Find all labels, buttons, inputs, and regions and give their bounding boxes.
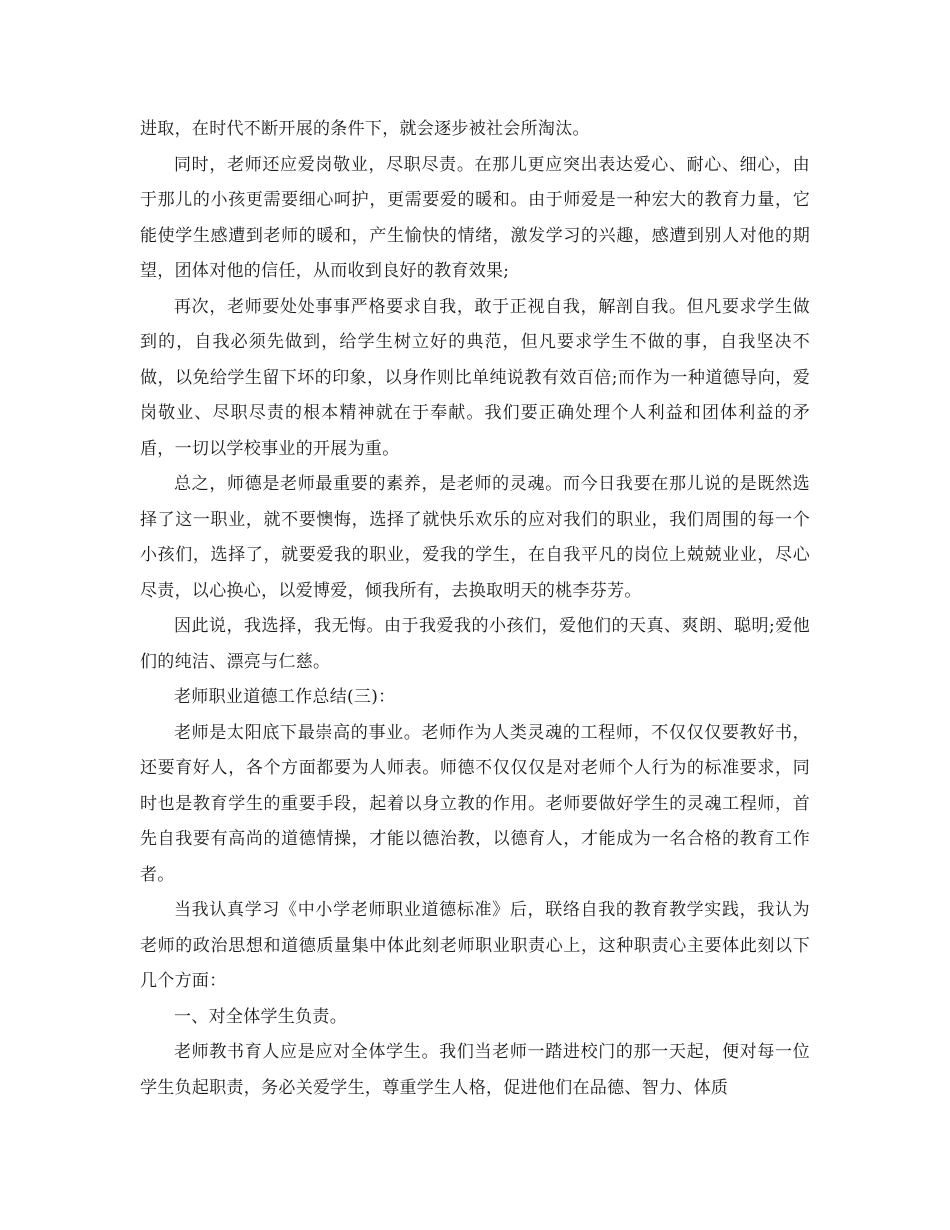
paragraph-5: 因此说，我选择，我无悔。由于我爱我的小孩们，爱他们的天真、爽朗、聪明;爱他们的纯洁、漂亮与仁慈。 [140,616,810,672]
paragraph-8: 老师教书育人应是应对全体学生。我们当老师一踏进校门的那一天起，便对每一位学生负起职责，务必关爱学生，尊重学生人格，促进他们在品德、智力、体质 [140,1042,810,1098]
list-heading-1: 一、对全体学生负责。 [174,1006,347,1027]
paragraph-3: 再次，老师要处处事事严格要求自我，敢于正视自我，解剖自我。但凡要求学生做到的，自我必须先做到，给学生树立好的典范，但凡要求学生不做的事，自我坚决不做，以免给学生留下坏的印象，以身作则比单纯说教有效百倍;而作为一种道德导向，爱岗敬业、尽职尽责的根本精神就在于奉献。我们要正确处理个人利益和团体利益的矛盾，一切以学校事业的开展为重。 [140,296,810,459]
paragraph-4: 总之，师德是老师最重要的素养，是老师的灵魂。而今日我要在那儿说的是既然选择了这一职业，就不要懊悔，选择了就快乐欢乐的应对我们的职业，我们周围的每一个小孩们，选择了，就要爱我的职业，爱我的学生，在自我平凡的岗位上兢兢业业，尽心尽责，以心换心，以爱博爱，倾我所有，去换取明天的桃李芬芳。 [140,474,810,601]
paragraph-2: 同时，老师还应爱岗敬业，尽职尽责。在那儿更应突出表达爱心、耐心、细心，由于那儿的小孩更需要细心呵护，更需要爱的暖和。由于师爱是一种宏大的教育力量，它能使学生感遭到老师的暖和，产生愉快的情绪，激发学习的兴趣，感遭到别人对他的期望，团体对他的信任，从而收到良好的教育效果; [140,154,810,281]
paragraph-7: 当我认真学习《中小学老师职业道德标准》后，联络自我的教育教学实践，我认为老师的政治思想和道德质量集中体此刻老师职业职责心上，这种职责心主要体此刻以下几个方面： [140,900,810,991]
paragraph-6: 老师是太阳底下最崇高的事业。老师作为人类灵魂的工程师，不仅仅仅要教好书，还要育好人，各个方面都要为人师表。师德不仅仅仅是对老师个人行为的标准要求，同时也是教育学生的重要手段，起着以身立教的作用。老师要做好学生的灵魂工程师，首先自我要有高尚的道德情操，才能以德治教，以德育人，才能成为一名合格的教育工作者。 [140,722,810,885]
document-page [140,112,810,1106]
section-heading: 老师职业道德工作总结(三)： [174,687,396,707]
paragraph-1: 进取，在时代不断开展的条件下，就会逐步被社会所淘汰。 [140,119,590,139]
